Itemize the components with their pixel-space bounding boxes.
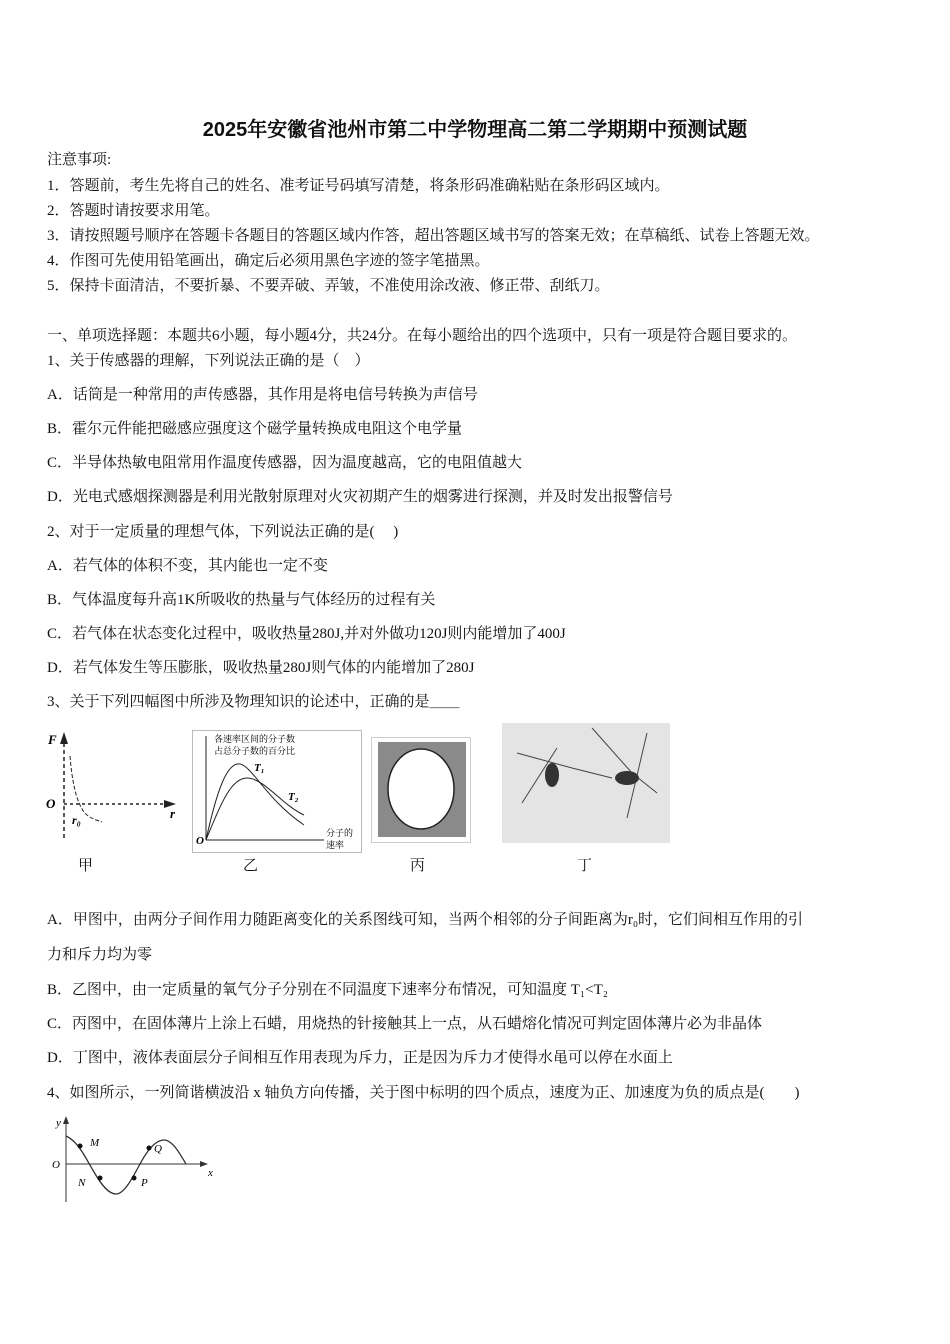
t1-label: T₁	[254, 762, 265, 774]
y-axis-label-line2: 占总分子数的百分比	[214, 746, 296, 756]
caption-yi: 乙	[243, 858, 259, 874]
origin-label: O	[46, 796, 56, 811]
q3-option-c: C．丙图中，在固体薄片上涂上石蜡，用烧热的针接触其上一点，从石蜡熔化情况可判定固体薄片必为非晶体	[47, 1016, 763, 1032]
x-axis-label-line1: 分子的	[326, 828, 354, 838]
caption-bing: 丙	[410, 858, 426, 874]
note-item: 3．请按照题号顺序在答题卡各题目的答题区域内作答，超出答题区域书写的答案无效；在草稿纸、试卷上答题无效。	[47, 228, 820, 244]
figure-bing-wax-circle	[371, 737, 471, 843]
q2-option-a: A．若气体的体积不变，其内能也一定不变	[47, 558, 328, 574]
q1-option-a: A．话筒是一种常用的声传感器，其作用是将电信号转换为声信号	[47, 387, 478, 403]
question-4-stem: 4、如图所示，一列简谐横波沿 x 轴负方向传播，关于图中标明的四个质点，速度为正、加速度为负的质点是( )	[47, 1085, 800, 1101]
x-axis-label-line2: 速率	[326, 840, 345, 850]
axis-r-label: r	[170, 806, 176, 821]
q1-option-c: C．半导体热敏电阻常用作温度传感器，因为温度越高，它的电阻值越大	[47, 455, 523, 471]
figure-ding-water-striders	[502, 723, 670, 843]
x-axis-label: x	[208, 1167, 213, 1179]
r0-label: r₀	[72, 813, 81, 827]
note-item: 4．作图可先使用铅笔画出，确定后必须用黑色字迹的签字笔描黑。	[47, 253, 490, 269]
figure-yi-speed-distribution	[192, 730, 362, 854]
q2-option-d: D．若气体发生等压膨胀，吸收热量280J则气体的内能增加了280J	[47, 660, 475, 676]
point-m-label: M	[90, 1137, 100, 1149]
q3-option-a-cont: 力和斥力均为零	[47, 947, 153, 963]
q2-option-c: C．若气体在状态变化过程中，吸收热量280J,并对外做功120J则内能增加了400J	[47, 626, 566, 642]
question-2-stem: 2、对于一定质量的理想气体，下列说法正确的是( )	[47, 524, 399, 540]
t2-label: T₂	[288, 791, 299, 803]
note-item: 5．保持卡面清洁，不要折暴、不要弄破、弄皱，不准使用涂改液、修正带、刮纸刀。	[47, 278, 610, 294]
question-3-stem: 3、关于下列四幅图中所涉及物理知识的论述中，正确的是＿＿	[47, 694, 460, 710]
question-1-stem: 1、关于传感器的理解，下列说法正确的是（ ）	[47, 353, 370, 369]
q2-option-b: B．气体温度每升高1K所吸收的热量与气体经历的过程有关	[47, 592, 436, 608]
point-q-label: Q	[154, 1143, 162, 1155]
y-axis-label-line1: 各速率区间的分子数	[214, 734, 296, 744]
note-item: 1．答题前，考生先将自己的姓名、准考证号码填写清楚，将条形码准确粘贴在条形码区域内。	[47, 178, 670, 194]
origin-label: O	[52, 1159, 60, 1171]
q3-option-b: B．乙图中，由一定质量的氧气分子分别在不同温度下速率分布情况，可知温度 T₁<T₂	[47, 982, 609, 998]
q1-option-b: B．霍尔元件能把磁感应强度这个磁学量转换成电阻这个电学量	[47, 421, 463, 437]
q3-option-a: A．甲图中，由两分子间作用力随距离变化的关系图线可知，当两个相邻的分子间距离为r₀时，它们间相互作用的引	[47, 912, 804, 928]
figure-wave-graph	[44, 1114, 219, 1204]
origin-label: O	[196, 835, 204, 847]
caption-jia: 甲	[78, 858, 94, 874]
q1-option-d: D．光电式感烟探测器是利用光散射原理对火灾初期产生的烟雾进行探测，并及时发出报警信号	[47, 489, 673, 505]
axis-f-label: F	[48, 732, 57, 747]
notes-heading: 注意事项:	[47, 152, 112, 168]
caption-ding: 丁	[577, 858, 593, 874]
section-heading: 一、单项选择题：本题共6小题，每小题4分，共24分。在每小题给出的四个选项中，只有一项是符合题目要求的。	[47, 328, 798, 344]
page-title: 2025年安徽省池州市第二中学物理高二第二学期期中预测试题	[202, 119, 748, 141]
q3-option-d: D．丁图中，液体表面层分子间相互作用表现为斥力，正是因为斥力才使得水黾可以停在水面上	[47, 1050, 673, 1066]
y-axis-label: y	[56, 1117, 61, 1129]
point-n-label: N	[78, 1177, 86, 1189]
note-item: 2．答题时请按要求用笔。	[47, 203, 220, 219]
figure-jia-force-distance	[44, 726, 184, 846]
point-p-label: P	[141, 1177, 148, 1189]
